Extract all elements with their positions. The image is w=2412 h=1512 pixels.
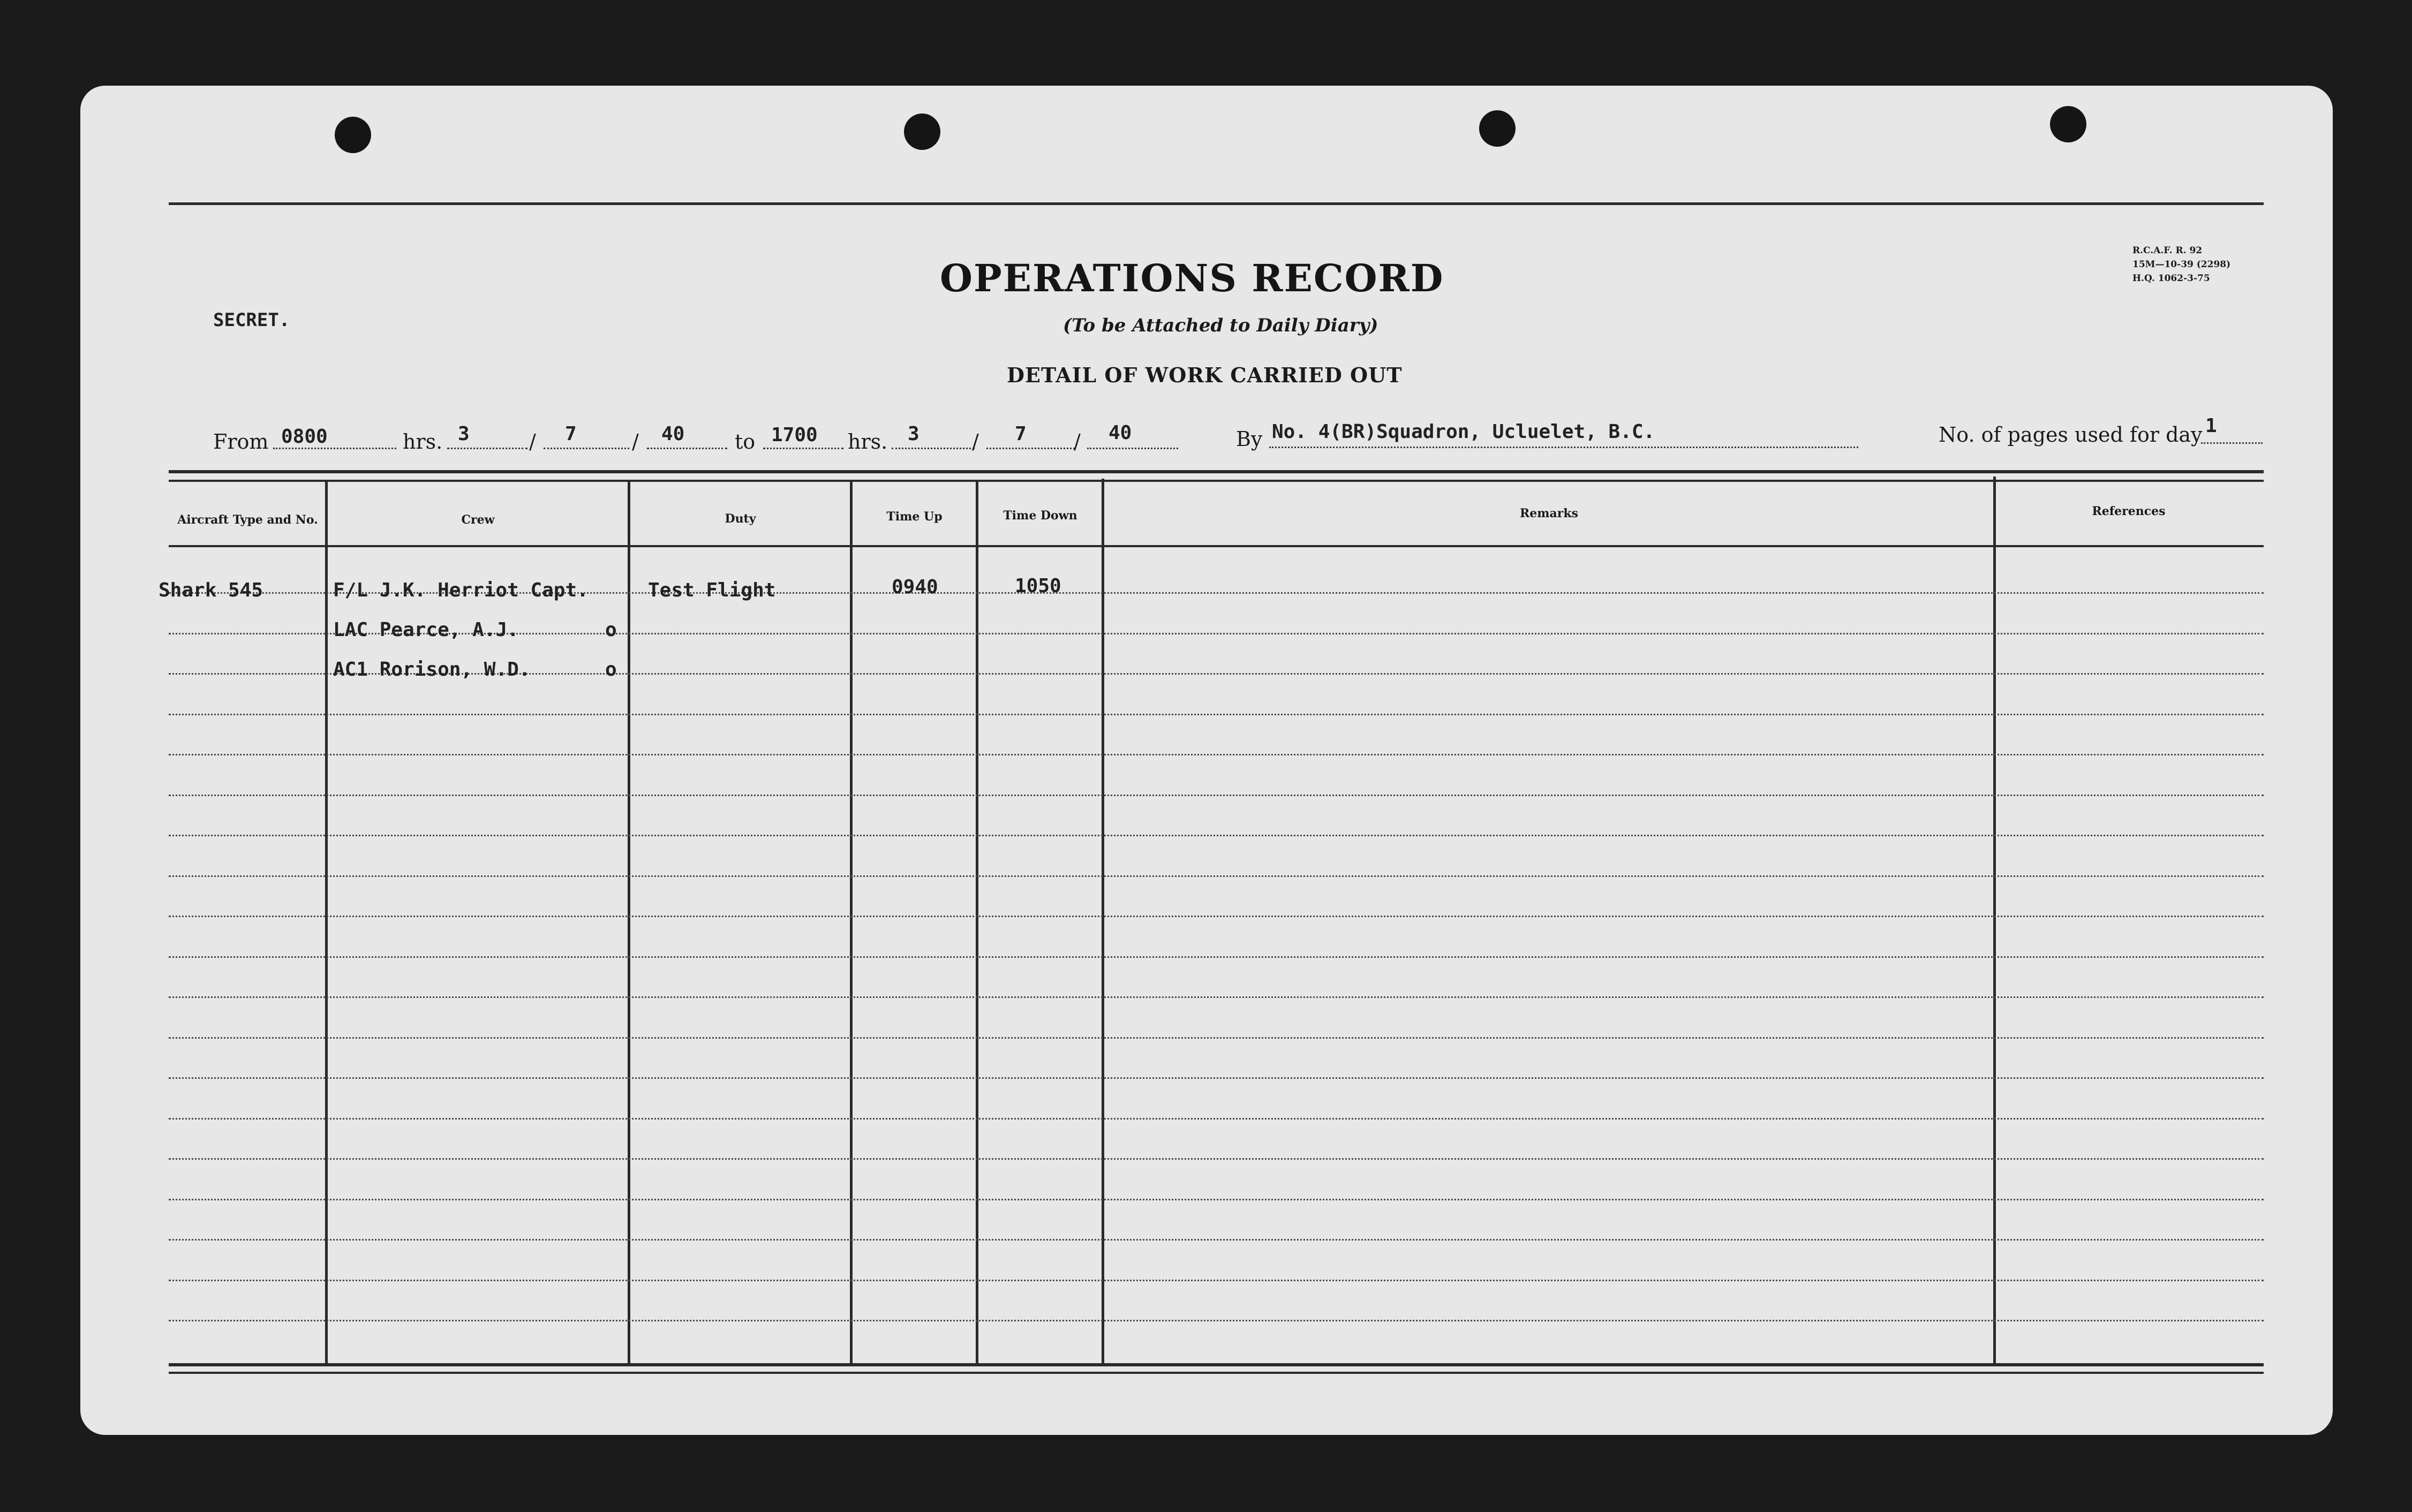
to-day: 3 [908, 423, 919, 445]
entry-time-down: 1050 [1015, 575, 1061, 597]
table-top-rule [169, 480, 2264, 482]
ruled-row-line [169, 1280, 2264, 1281]
to-year-field [1087, 448, 1178, 449]
entry-crew-mark: o [605, 659, 617, 681]
column-divider [628, 482, 630, 1365]
header-crew: Crew [461, 513, 495, 527]
ruled-row-line [169, 1118, 2264, 1120]
from-year: 40 [661, 423, 685, 445]
hrs-label: hrs. [848, 430, 888, 453]
header-time-down: Time Down [1003, 509, 1077, 523]
form-code-line: H.Q. 1062-3-75 [2132, 273, 2210, 284]
ruled-row-line [169, 1199, 2264, 1200]
punch-hole [335, 117, 371, 153]
header-references: References [2092, 504, 2166, 518]
unit-field [1269, 447, 1858, 448]
entry-duty: Test Flight [648, 579, 776, 601]
header-aircraft: Aircraft Type and No. [177, 513, 318, 527]
pages-value: 1 [2205, 415, 2217, 437]
column-divider [850, 481, 853, 1365]
punch-hole [904, 114, 940, 150]
entry-crew: AC1 Rorison, W.D. [333, 659, 531, 681]
ruled-row-line [169, 1037, 2264, 1039]
form-code-line: R.C.A.F. R. 92 [2132, 245, 2203, 256]
from-time: 0800 [281, 426, 328, 448]
date-separator: / [972, 430, 979, 453]
to-day-field [892, 448, 975, 449]
page-title: OPERATIONS RECORD [940, 256, 1444, 300]
top-rule [169, 202, 2264, 205]
to-label: to [735, 430, 756, 453]
from-year-field [647, 448, 727, 449]
column-divider [976, 480, 978, 1365]
ruled-row-line [169, 754, 2264, 755]
date-separator: / [632, 430, 639, 453]
table-bottom-rule [169, 1372, 2264, 1374]
entry-crew-mark: o [605, 619, 617, 641]
entry-crew: LAC Pearce, A.J. [333, 619, 519, 641]
unit-name: No. 4(BR)Squadron, Ucluelet, B.C. [1272, 421, 1655, 443]
entry-crew: F/L J.K. Herriot Capt. [333, 579, 589, 601]
to-time-field [763, 448, 843, 449]
to-time: 1700 [771, 424, 818, 446]
ruled-row-line [169, 1158, 2264, 1160]
form-code [2132, 244, 2230, 285]
header-remarks: Remarks [1519, 506, 1579, 520]
page-subtitle: (To be Attached to Daily Diary) [1063, 315, 1378, 336]
column-divider [1993, 477, 1996, 1365]
ruled-row-line [169, 795, 2264, 796]
table-top-rule [169, 470, 2264, 473]
ruled-row-line [169, 916, 2264, 917]
date-separator: / [1074, 430, 1081, 453]
header-duty: Duty [725, 512, 756, 526]
header-rule [169, 545, 2264, 547]
to-year: 40 [1109, 422, 1132, 444]
from-month: 7 [565, 423, 577, 445]
header-time-up: Time Up [886, 510, 943, 524]
from-day-field [447, 448, 527, 449]
ruled-row-line [169, 1320, 2264, 1321]
classification-label: SECRET. [213, 309, 290, 331]
ruled-row-line [169, 835, 2264, 836]
column-divider [325, 482, 328, 1365]
by-label: By [1236, 427, 1263, 451]
pages-label: No. of pages used for day [1939, 423, 2203, 447]
detail-heading: DETAIL OF WORK CARRIED OUT [1007, 363, 1403, 387]
from-month-field [544, 448, 629, 449]
to-month-field [986, 448, 1075, 449]
from-time-field [273, 448, 396, 449]
column-divider [1102, 479, 1104, 1365]
entry-time-up: 0940 [892, 576, 938, 598]
from-label: From [213, 430, 269, 453]
hrs-label: hrs. [403, 430, 443, 453]
pages-field [2201, 442, 2263, 444]
ruled-row-line [169, 1077, 2264, 1079]
punch-hole [1479, 110, 1516, 147]
ruled-row-line [169, 1239, 2264, 1241]
form-code-line: 15M—10-39 (2298) [2132, 259, 2231, 270]
punch-hole [2050, 106, 2086, 142]
ruled-row-line [169, 714, 2264, 715]
to-month: 7 [1015, 423, 1027, 445]
ruled-row-line [169, 996, 2264, 998]
date-separator: / [529, 430, 536, 453]
ruled-row-line [169, 956, 2264, 958]
entry-aircraft: Shark 545 [159, 579, 263, 601]
table-bottom-rule [169, 1363, 2264, 1366]
ruled-row-line [169, 875, 2264, 877]
from-day: 3 [458, 423, 470, 445]
